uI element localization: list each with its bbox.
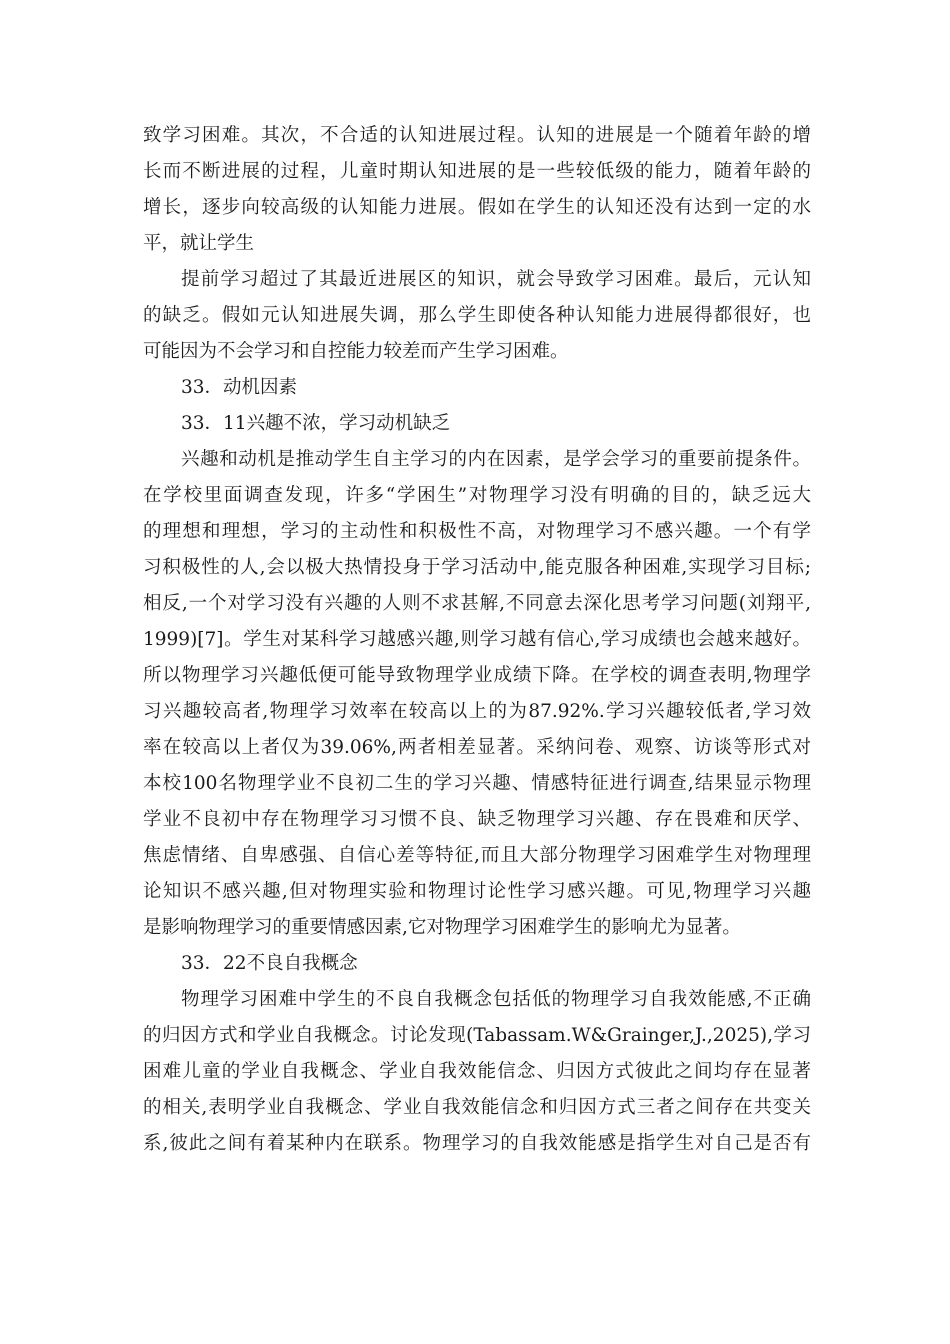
paragraph-line-first: 33．动机因素 [181, 377, 298, 398]
paragraph-line: 在学校里面调查发现，许多“学困生”对物理学习没有明确的目的，缺乏远大 [143, 485, 811, 506]
paragraph-line-first: 33．11兴趣不浓，学习动机缺乏 [181, 413, 451, 434]
paragraph-line: 长而不断进展的过程，儿童时期认知进展的是一些较低级的能力，随着年龄的 [143, 161, 811, 182]
paragraph-line: 率在较高以上者仅为39.06%,两者相差显著。采纳问卷、观察、访谈等形式对 [143, 737, 811, 758]
paragraph-line: 学业不良初中存在物理学习习惯不良、缺乏物理学习兴趣、存在畏难和厌学、 [143, 809, 811, 830]
paragraph-line: 可能因为不会学习和自控能力较差而产生学习困难。 [143, 341, 569, 362]
paragraph-line: 1999)[7]。学生对某科学习越感兴趣,则学习越有信心,学习成绩也会越来越好。 [143, 629, 811, 650]
paragraph-line: 本校100名物理学业不良初二生的学习兴趣、情感特征进行调查,结果显示物理 [143, 773, 811, 794]
paragraph-line: 系,彼此之间有着某种内在联系。物理学习的自我效能感是指学生对自己是否有 [143, 1133, 811, 1154]
paragraph-line-first: 33．22不良自我概念 [181, 953, 358, 974]
paragraph-line-first: 物理学习困难中学生的不良自我概念包括低的物理学习自我效能感,不正确 [181, 989, 811, 1010]
paragraph-line: 平，就让学生 [143, 233, 255, 254]
paragraph-line: 相反,一个对学习没有兴趣的人则不求甚解,不同意去深化思考学习问题(刘翔平, [143, 593, 811, 614]
paragraph-line: 习积极性的人,会以极大热情投身于学习活动中,能克服各种困难,实现学习目标; [143, 557, 811, 578]
paragraph-line: 增长，逐步向较高级的认知能力进展。假如在学生的认知还没有达到一定的水 [143, 197, 811, 218]
paragraph-line: 是影响物理学习的重要情感因素,它对物理学习困难学生的影响尤为显著。 [143, 917, 741, 938]
paragraph-line: 的归因方式和学业自我概念。讨论发现(Tabassam.W&Grainger,J.,2025),学习 [143, 1025, 811, 1046]
paragraph-line-first: 提前学习超过了其最近进展区的知识，就会导致学习困难。最后，元认知 [181, 269, 811, 290]
document-body [143, 118, 811, 1162]
paragraph-line: 的相关,表明学业自我概念、学业自我效能信念和归因方式三者之间存在共变关 [143, 1097, 811, 1118]
paragraph-line-first: 兴趣和动机是推动学生自主学习的内在因素，是学会学习的重要前提条件。 [181, 449, 811, 470]
paragraph-line: 焦虑情绪、自卑感强、自信心差等特征,而且大部分物理学习困难学生对物理理 [143, 845, 811, 866]
paragraph-line: 的理想和理想，学习的主动性和积极性不高，对物理学习不感兴趣。一个有学 [143, 521, 811, 542]
paragraph-line: 困难儿童的学业自我概念、学业自我效能信念、归因方式彼此之间均存在显著 [143, 1061, 811, 1082]
paragraph-line: 致学习困难。其次，不合适的认知进展过程。认知的进展是一个随着年龄的增 [143, 125, 811, 146]
paragraph-line: 论知识不感兴趣,但对物理实验和物理讨论性学习感兴趣。可见,物理学习兴趣 [143, 881, 811, 902]
paragraph-line: 的缺乏。假如元认知进展失调，那么学生即使各种认知能力进展得都很好，也 [143, 305, 811, 326]
paragraph-line: 习兴趣较高者,物理学习效率在较高以上的为87.92%.学习兴趣较低者,学习效 [143, 701, 811, 722]
paragraph-line: 所以物理学习兴趣低便可能导致物理学业成绩下降。在学校的调查表明,物理学 [143, 665, 811, 686]
